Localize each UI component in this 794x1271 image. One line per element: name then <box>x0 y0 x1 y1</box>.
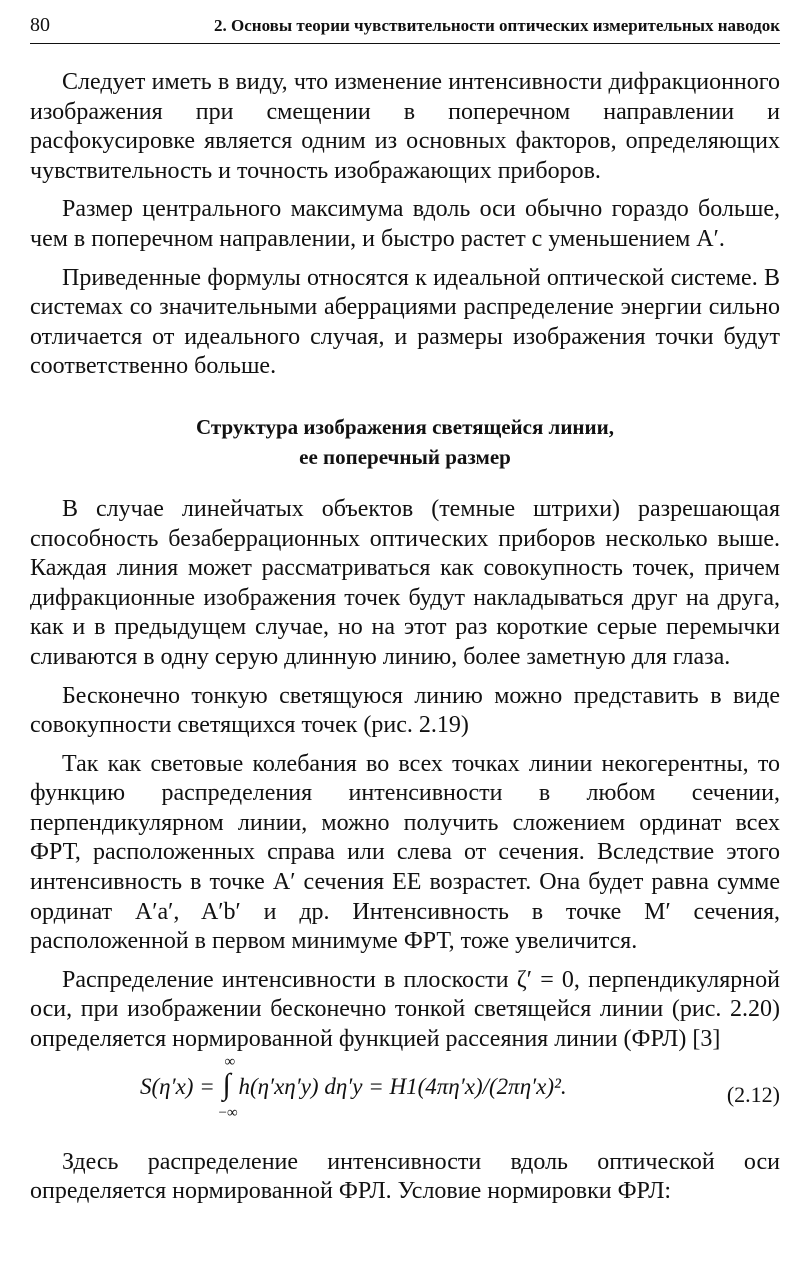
page-number: 80 <box>30 14 50 36</box>
running-title: 2. Основы теории чувствительности оптических измерительных наводок <box>214 16 780 35</box>
paragraph: Следует иметь в виду, что изменение интенсивности дифракционного изображения при смещении в поперечном направлении и расфокусировке является одним из основных факторов, определяющих чувствительность и точность изображающих приборов. <box>30 69 780 184</box>
paragraph: В случае линейчатых объектов (темные штрихи) разрешающая способность безаберрационных оптических приборов несколько выше. Каждая линия может рассматриваться как совокупность точек, причем дифракционные изображения точек будут накладываться друг на друга, как и в предыдущем случае, но на этот раз короткие серые перемычки сливаются в одну серую длинную линию, более заметную для глаза. <box>30 495 780 670</box>
equation-block <box>30 1053 780 1136</box>
integral-lower-limit: −∞ <box>218 1104 238 1121</box>
paragraph: Бесконечно тонкую светящуюся линию можно представить в виде совокупности светящихся точек (рис. 2.19) <box>30 682 780 739</box>
section-heading-line: ее поперечный размер <box>299 444 511 469</box>
equation-rhs: = H1(4πη′x)/(2πη′x)². <box>368 1073 567 1099</box>
equation <box>140 1053 567 1121</box>
running-header <box>30 14 780 44</box>
paragraph: Так как световые колебания во всех точках линии некогерентны, то функцию распределения интенсивности в любом сечении, перпендикулярном линии, можно получить сложением ординат всех ФРТ, расположенных справа или слева от сечения. Вследствие этого интенсивность в точке A′ сечения EE возрастет. Она будет равна сумме ординат A′a′, A′b′ и др. Интенсивность в точке M′ сечения, расположенной в первом минимуме ФРТ, тоже увеличится. <box>30 750 780 955</box>
integral-upper-limit: ∞ <box>224 1053 236 1070</box>
equation-number: (2.12) <box>726 1081 780 1107</box>
document-page <box>30 14 780 1216</box>
equation-lhs: S(η′x) = <box>140 1073 215 1099</box>
paragraph: Приведенные формулы относятся к идеальной оптической системе. В системах со значительными аберрациями распределение энергии сильно отличается от идеального случая, и размеры изображения точки будут соответственно больше. <box>30 264 780 380</box>
section-heading <box>30 412 780 472</box>
paragraph: Размер центрального максимума вдоль оси обычно гораздо больше, чем в поперечном направлении, и быстро растет с уменьшением A′. <box>30 196 780 252</box>
equation-integrand: h(η′xη′y) dη′y <box>238 1073 363 1099</box>
page-body <box>30 68 780 1207</box>
paragraph: Здесь распределение интенсивности вдоль оптической оси определяется нормированной ФРЛ. Условие нормировки ФРЛ: <box>30 1148 780 1205</box>
paragraph: Распределение интенсивности в плоскости ζ′ = 0, перпендикулярной оси, при изображении бесконечно тонкой светящейся линии (рис. 2.20) определяется нормированной функцией рассеяния линии (ФРЛ) [3] <box>30 966 780 1053</box>
section-heading-line: Структура изображения светящейся линии, <box>195 414 614 439</box>
integral-sign-icon: ∫ ∞ −∞ <box>218 1053 238 1121</box>
